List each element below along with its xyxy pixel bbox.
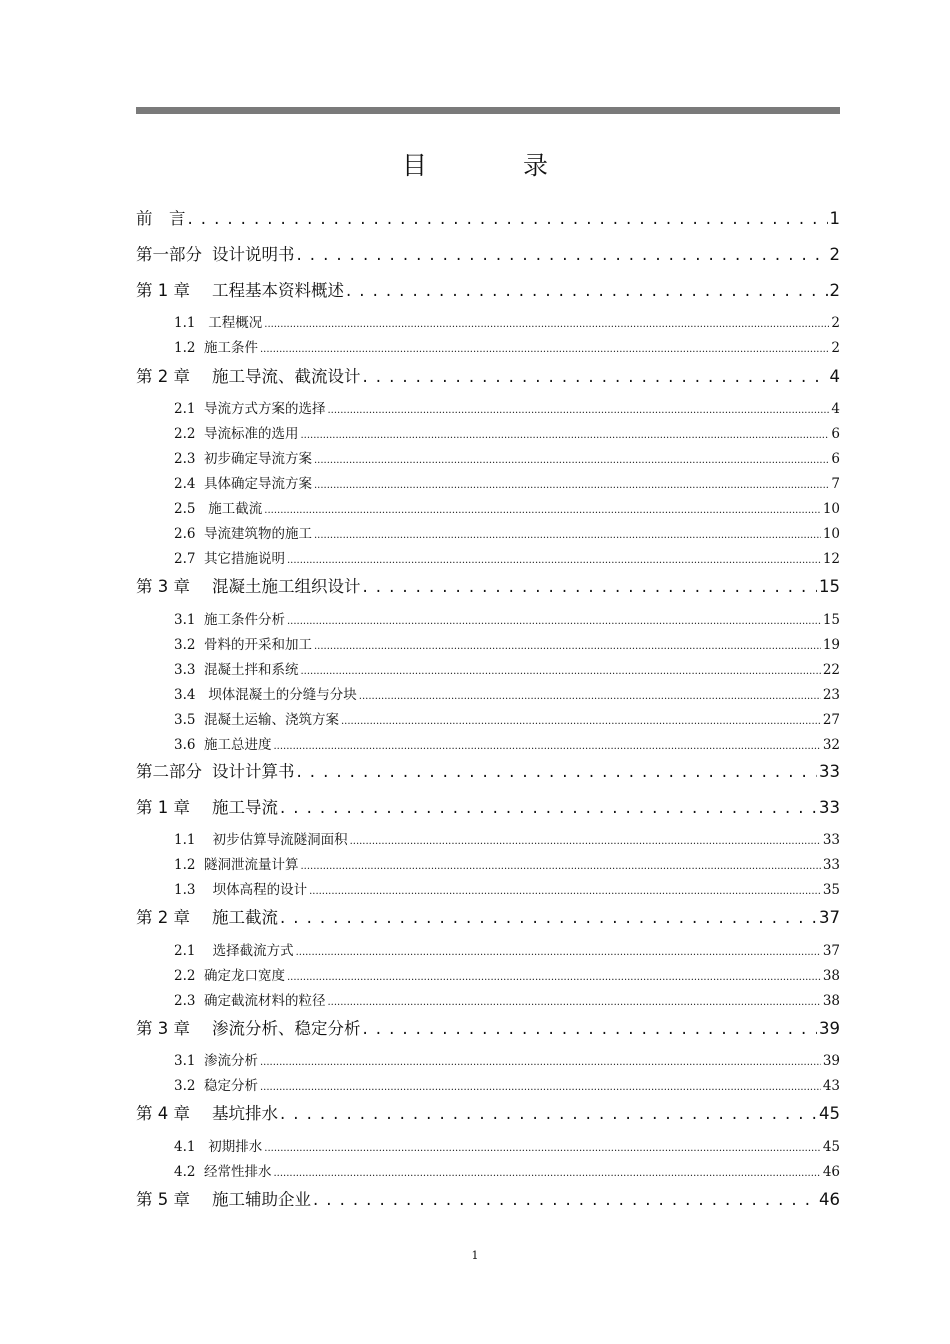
toc-entry[interactable] [136, 497, 840, 517]
toc-entry[interactable] [136, 1049, 840, 1069]
toc-entry-number: 2.3 [174, 993, 196, 1009]
toc-entry[interactable] [136, 205, 840, 229]
toc-entry-label: 其它措施说明 [204, 551, 285, 567]
toc-entry-page: 12 [822, 551, 840, 567]
toc-entry-page: 46 [822, 1164, 840, 1180]
toc-entry-number: 2.3 [174, 451, 196, 467]
toc-entry-number: 1.1 [174, 832, 196, 848]
toc-entry[interactable] [136, 794, 840, 818]
toc-dot-leader [314, 451, 829, 467]
toc-entry-label: 具体确定导流方案 [204, 476, 312, 492]
toc-entry-number: 3.4 [174, 687, 196, 703]
toc-entry[interactable] [136, 608, 840, 628]
toc-entry-page: 33 [822, 832, 840, 848]
toc-entry-number: 第 3 章 [136, 577, 190, 596]
toc-entry[interactable] [136, 241, 840, 265]
toc-entry-page: 15 [819, 577, 840, 596]
toc-entry[interactable] [136, 904, 840, 928]
toc-entry[interactable] [136, 422, 840, 442]
toc-entry-number: 3.5 [174, 712, 196, 728]
toc-entry-page: 37 [819, 908, 840, 927]
toc-entry[interactable] [136, 939, 840, 959]
toc-entry-label: 稳定分析 [204, 1078, 258, 1094]
toc-entry[interactable] [136, 633, 840, 653]
toc-entry[interactable] [136, 964, 840, 984]
toc-entry-page: 33 [822, 857, 840, 873]
toc-entry-label: 骨料的开采和加工 [204, 637, 312, 653]
toc-dot-leader [264, 315, 829, 331]
toc-entry-number: 2.1 [174, 943, 196, 959]
toc-entry-page: 27 [822, 712, 840, 728]
toc-entry-page: 6 [831, 426, 840, 442]
toc-entry-page: 37 [822, 943, 840, 959]
toc-entry-page: 22 [822, 662, 840, 678]
toc-entry-page: 33 [819, 798, 840, 817]
toc-entry[interactable] [136, 1015, 840, 1039]
toc-entry[interactable] [136, 336, 840, 356]
toc-dot-leader [363, 577, 818, 596]
toc-entry[interactable] [136, 758, 840, 782]
toc-entry[interactable] [136, 853, 840, 873]
toc-entry-label: 导流建筑物的施工 [204, 526, 312, 542]
toc-dot-leader [301, 662, 821, 678]
toc-dot-leader [287, 968, 821, 984]
toc-entry[interactable] [136, 683, 840, 703]
toc-entry-number: 第一部分 [136, 245, 202, 264]
toc-entry-label: 渗流分析 [204, 1053, 258, 1069]
toc-entry-label: 初期排水 [204, 1139, 263, 1155]
toc-entry-number: 2.5 [174, 501, 196, 517]
toc-entry-number: 第 2 章 [136, 367, 190, 386]
toc-entry-label: 确定龙口宽度 [204, 968, 285, 984]
toc-entry[interactable] [136, 397, 840, 417]
toc-dot-leader [264, 501, 821, 517]
toc-dot-leader [363, 1019, 818, 1038]
toc-entry-number: 前 言 [136, 209, 186, 228]
toc-entry-number: 第二部分 [136, 762, 202, 781]
toc-entry[interactable] [136, 573, 840, 597]
toc-entry-label: 施工导流 [212, 798, 278, 817]
toc-dot-leader [301, 426, 830, 442]
toc-entry-label: 坝体混凝土的分缝与分块 [204, 687, 357, 703]
toc-dot-leader [350, 832, 821, 848]
toc-entry[interactable] [136, 989, 840, 1009]
toc-entry-label: 混凝土施工组织设计 [212, 577, 361, 596]
toc-entry-label: 施工条件 [204, 340, 258, 356]
toc-entry-number: 1.2 [174, 857, 196, 873]
toc-dot-leader [314, 526, 821, 542]
toc-entry-label: 初步估算导流隧洞面积 [204, 832, 348, 848]
toc-dot-leader [314, 476, 829, 492]
toc-entry-label: 混凝土运输、浇筑方案 [204, 712, 339, 728]
toc-entry[interactable] [136, 878, 840, 898]
toc-entry-page: 2 [829, 245, 840, 264]
toc-title: 目 录 [402, 151, 592, 180]
toc-dot-leader [188, 209, 828, 228]
toc-entry[interactable] [136, 447, 840, 467]
toc-entry-page: 2 [831, 340, 840, 356]
toc-entry[interactable] [136, 658, 840, 678]
toc-dot-leader [328, 993, 821, 1009]
toc-entry-label: 确定截流材料的粒径 [204, 993, 326, 1009]
toc-entry[interactable] [136, 1160, 840, 1180]
toc-dot-leader [359, 687, 821, 703]
toc-dot-leader [363, 367, 828, 386]
toc-entry-number: 1.1 [174, 315, 196, 331]
toc-entry[interactable] [136, 1135, 840, 1155]
toc-entry-label: 混凝土拌和系统 [204, 662, 299, 678]
toc-entry-number: 3.2 [174, 637, 196, 653]
toc-entry-page: 43 [822, 1078, 840, 1094]
toc-entry-label: 渗流分析、稳定分析 [212, 1019, 361, 1038]
toc-entry-number: 2.6 [174, 526, 196, 542]
toc-entry-number: 第 4 章 [136, 1104, 190, 1123]
toc-entry-page: 39 [822, 1053, 840, 1069]
toc-entry-number: 第 2 章 [136, 908, 190, 927]
toc-dot-leader [287, 612, 821, 628]
toc-dot-leader [260, 340, 829, 356]
toc-dot-leader [314, 637, 821, 653]
toc-dot-leader [280, 1104, 817, 1123]
page-number: 1 [471, 1249, 479, 1262]
toc-entry-page: 4 [831, 401, 840, 417]
toc-entry[interactable] [136, 1186, 840, 1210]
toc-entry-page: 46 [819, 1190, 840, 1209]
toc-entry-label: 工程概况 [204, 315, 263, 331]
toc-entry-label: 设计计算书 [212, 762, 295, 781]
toc-entry-page: 33 [819, 762, 840, 781]
toc-entry-page: 10 [822, 526, 840, 542]
toc-entry-label: 施工条件分析 [204, 612, 285, 628]
toc-entry[interactable] [136, 522, 840, 542]
toc-dot-leader [341, 712, 821, 728]
toc-entry[interactable] [136, 363, 840, 387]
toc-entry-page: 7 [831, 476, 840, 492]
toc-entry-label: 施工截流 [212, 908, 278, 927]
toc-entry-number: 2.2 [174, 426, 196, 442]
toc-entry-page: 2 [831, 315, 840, 331]
header-rule [136, 107, 840, 114]
toc-entry-label: 选择截流方式 [204, 943, 294, 959]
toc-entry-number: 3.6 [174, 737, 196, 753]
toc-entry-page: 1 [829, 209, 840, 228]
toc-dot-leader [287, 551, 821, 567]
toc-entry-number: 3.1 [174, 1053, 196, 1069]
toc-entry-label: 施工辅助企业 [212, 1190, 311, 1209]
toc-entry-number: 第 3 章 [136, 1019, 190, 1038]
toc-entry-label: 工程基本资料概述 [212, 281, 344, 300]
toc-entry-number: 3.3 [174, 662, 196, 678]
toc-entry-page: 19 [822, 637, 840, 653]
toc-dot-leader [346, 281, 828, 300]
toc-entry[interactable] [136, 1100, 840, 1124]
toc-entry[interactable] [136, 472, 840, 492]
toc-entry-number: 第 1 章 [136, 798, 190, 817]
toc-dot-leader [297, 762, 818, 781]
toc-entry[interactable] [136, 733, 840, 753]
toc-dot-leader [280, 798, 817, 817]
toc-entry-page: 45 [819, 1104, 840, 1123]
toc-dot-leader [297, 245, 828, 264]
toc-dot-leader [280, 908, 817, 927]
toc-entry[interactable] [136, 547, 840, 567]
toc-entry-number: 2.2 [174, 968, 196, 984]
toc-entry-page: 23 [822, 687, 840, 703]
toc-entry[interactable] [136, 311, 840, 331]
toc-dot-leader [260, 1053, 821, 1069]
toc-entry-number: 2.7 [174, 551, 196, 567]
toc-dot-leader [296, 943, 821, 959]
toc-entry-label: 导流标准的选用 [204, 426, 299, 442]
toc-entry-page: 38 [822, 993, 840, 1009]
toc-entry-page: 32 [822, 737, 840, 753]
toc-entry-label: 坝体高程的设计 [204, 882, 308, 898]
toc-dot-leader [274, 737, 821, 753]
toc-dot-leader [264, 1139, 821, 1155]
toc-entry-label: 基坑排水 [212, 1104, 278, 1123]
toc-entry-number: 第 5 章 [136, 1190, 190, 1209]
toc-dot-leader [313, 1190, 817, 1209]
toc-entry[interactable] [136, 828, 840, 848]
toc-entry-label: 经常性排水 [204, 1164, 272, 1180]
toc-entry-label: 施工导流、截流设计 [212, 367, 361, 386]
toc-entry-number: 1.3 [174, 882, 196, 898]
toc-entry-label: 导流方式方案的选择 [204, 401, 326, 417]
toc-entry-label: 设计说明书 [212, 245, 295, 264]
toc-entry-page: 4 [829, 367, 840, 386]
toc-entry-label: 施工总进度 [204, 737, 272, 753]
toc-entry[interactable] [136, 708, 840, 728]
toc-entry-page: 39 [819, 1019, 840, 1038]
toc-entry-number: 1.2 [174, 340, 196, 356]
toc-entry-page: 15 [822, 612, 840, 628]
toc-entry-label: 隧洞泄流量计算 [204, 857, 299, 873]
toc-dot-leader [328, 401, 830, 417]
toc-dot-leader [260, 1078, 821, 1094]
toc-entry-number: 2.4 [174, 476, 196, 492]
toc-entry-number: 3.2 [174, 1078, 196, 1094]
toc-entry-number: 4.1 [174, 1139, 196, 1155]
toc-entry-number: 3.1 [174, 612, 196, 628]
toc-entry-label: 施工截流 [204, 501, 263, 517]
toc-entry-page: 35 [822, 882, 840, 898]
toc-entry-number: 2.1 [174, 401, 196, 417]
toc-entry-number: 4.2 [174, 1164, 196, 1180]
toc-entry-page: 6 [831, 451, 840, 467]
toc-entry-number: 第 1 章 [136, 281, 190, 300]
toc-entry-page: 2 [829, 281, 840, 300]
toc-entry[interactable] [136, 277, 840, 301]
toc-entry-page: 10 [822, 501, 840, 517]
toc-entry-page: 38 [822, 968, 840, 984]
toc-entry[interactable] [136, 1074, 840, 1094]
toc-dot-leader [301, 857, 821, 873]
toc-entry-label: 初步确定导流方案 [204, 451, 312, 467]
toc-dot-leader [309, 882, 821, 898]
toc-entry-page: 45 [822, 1139, 840, 1155]
toc-dot-leader [274, 1164, 821, 1180]
